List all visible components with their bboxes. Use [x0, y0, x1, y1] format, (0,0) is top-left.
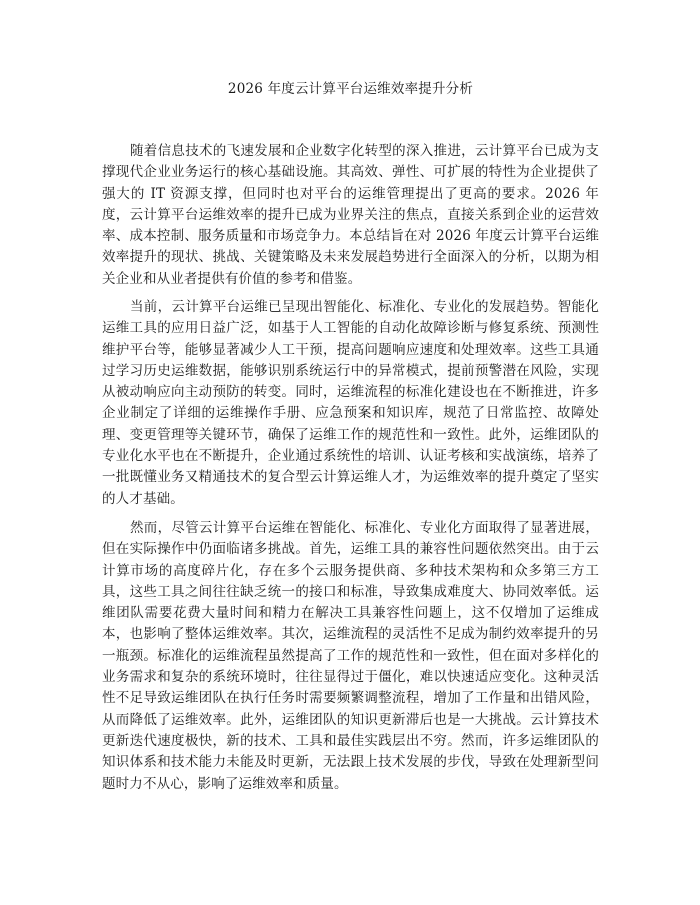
paragraph-current-trends: 当前，云计算平台运维已呈现出智能化、标准化、专业化的发展趋势。智能化运维工具的应用日益广泛，如基于人工智能的自动化故障诊断与修复系统、预测性维护平台等，能够显著减少人工干预，提高问题响应速度和处理效率。这些工具通过学习历史运维数据，能够识别系统运行中的异常模式，提前预警潜在风险，实现从被动响应向主动预防的转变。同时，运维流程的标准化建设也在不断推进，许多企业制定了详细的运维操作手册、应急预案和知识库，规范了日常监控、故障处理、变更管理等关键环节，确保了运维工作的规范性和一致性。此外，运维团队的专业化水平也在不断提升，企业通过系统性的培训、认证考核和实战演练，培养了一批既懂业务又精通技术的复合型云计算运维人才，为运维效率的提升奠定了坚实的人才基础。: [102, 299, 599, 507]
paragraph-challenges: 然而，尽管云计算平台运维在智能化、标准化、专业化方面取得了显著进展，但在实际操作中仍面临诸多挑战。首先，运维工具的兼容性问题依然突出。由于云计算市场的高度碎片化，存在多个云服务提供商、多种技术架构和众多第三方工具，这些工具之间往往缺乏统一的接口和标准，导致集成难度大、协同效率低。运维团队需要花费大量时间和精力在解决工具兼容性问题上，这不仅增加了运维成本，也影响了整体运维效率。其次，运维流程的灵活性不足成为制约效率提升的另一瓶颈。标准化的运维流程虽然提高了工作的规范性和一致性，但在面对多样化的业务需求和复杂的系统环境时，往往显得过于僵化，难以快速适应变化。这种灵活性不足导致运维团队在执行任务时需要频繁调整流程，增加了工作量和出错风险，从而降低了运维效率。此外，运维团队的知识更新滞后也是一大挑战。云计算技术更新迭代速度极快，新的技术、工具和最佳实践层出不穷。然而，许多运维团队的知识体系和技术能力未能及时更新，无法跟上技术发展的步伐，导致在处理新型问题时力不从心，影响了运维效率和质量。: [102, 520, 599, 792]
document-title: 2026 年度云计算平台运维效率提升分析: [227, 81, 474, 97]
paragraph-introduction: 随着信息技术的飞速发展和企业数字化转型的深入推进，云计算平台已成为支撑现代企业业务运行的核心基础设施。其高效、弹性、可扩展的特性为企业提供了强大的 IT 资源支撑，但同时也对平台的运维管理提出了更高的要求。2026 年度，云计算平台运维效率的提升已成为业界关注的焦点，直接关系到企业的运营效率、成本控制、服务质量和市场竞争力。本总结旨在对 2026 年度云计算平台运维效率提升的现状、挑战、关键策略及未来发展趋势进行全面深入的分析，以期为相关企业和从业者提供有价值的参考和借鉴。: [102, 143, 599, 287]
